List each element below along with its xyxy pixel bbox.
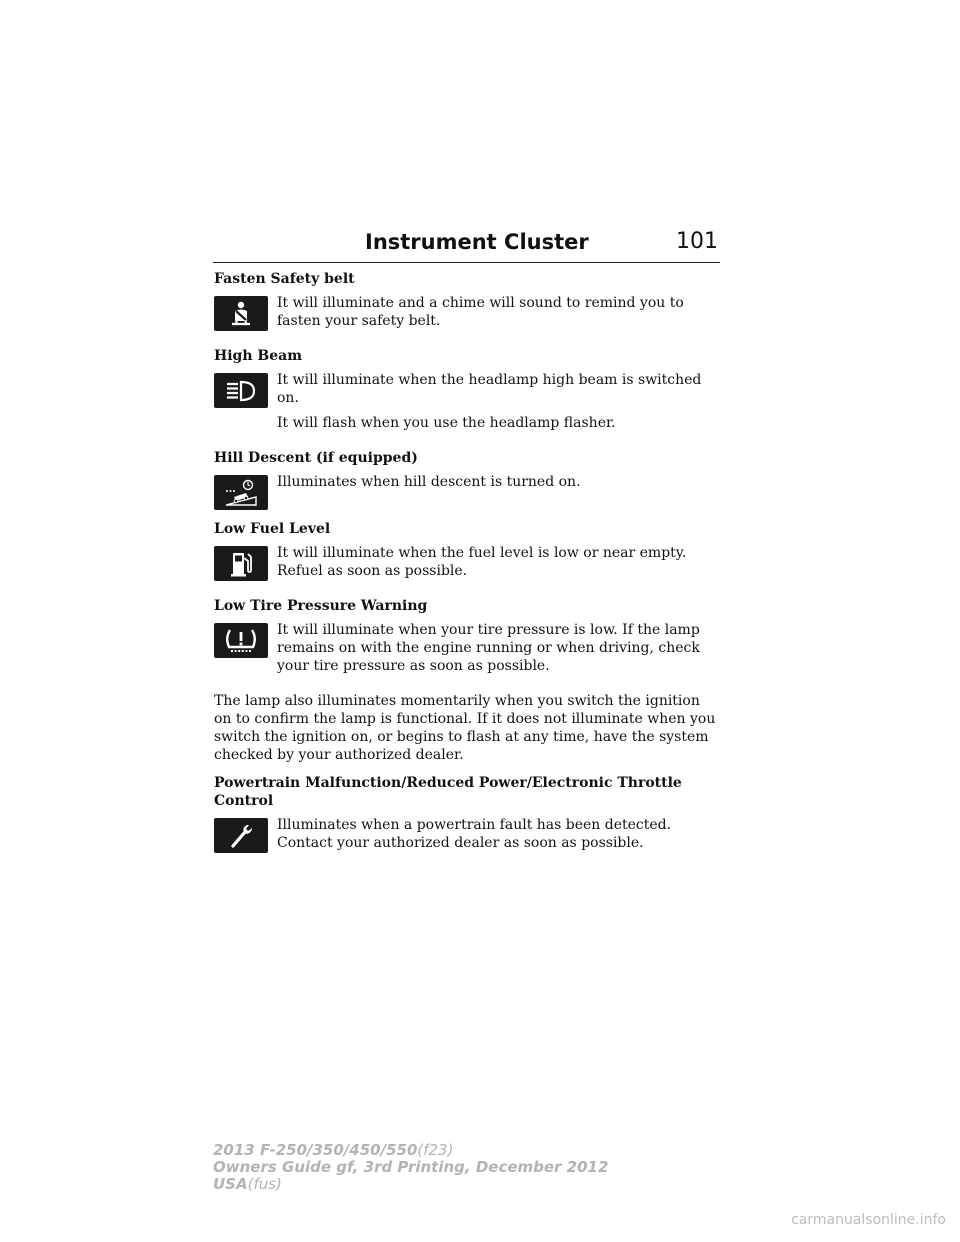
- entry-text: [277, 473, 581, 498]
- section-title: Hill Descent (if equipped): [214, 450, 418, 466]
- entry-paragraph: It will illuminate when the fuel level is low or near empty. Refuel as soon as possible.: [277, 545, 687, 579]
- footer-line: [213, 1142, 608, 1159]
- section-title: Powertrain Malfunction/Reduced Power/Electronic Throttle Control: [214, 775, 682, 809]
- entry-paragraph: It will flash when you use the headlamp flasher.: [277, 415, 616, 431]
- entry-paragraph: It will illuminate and a chime will sound to remind you to fasten your safety belt.: [277, 295, 684, 329]
- section-powertrain: [214, 774, 720, 859]
- warning-entry: [214, 544, 720, 587]
- wrench-icon: [214, 818, 268, 853]
- fuel-pump-icon: [214, 546, 268, 581]
- entry-paragraph: Illuminates when a powertrain fault has been detected. Contact your authorized dealer as soon as possible.: [277, 817, 672, 851]
- entry-text: [277, 371, 720, 439]
- section-low-fuel: [214, 520, 720, 587]
- footer-region-code: (fus): [247, 1175, 282, 1193]
- entry-paragraph: Illuminates when hill descent is turned on.: [277, 474, 581, 490]
- high-beam-icon: [214, 373, 268, 408]
- section-hill-descent: [214, 449, 720, 510]
- seatbelt-icon: [214, 296, 268, 331]
- footer-code: (f23): [417, 1141, 454, 1159]
- warning-entry: [214, 473, 720, 510]
- watermark-link[interactable]: carmanualsonline.info: [791, 1212, 946, 1228]
- entry-paragraph: It will illuminate when the headlamp high beam is switched on.: [277, 372, 702, 406]
- section-title: Low Tire Pressure Warning: [214, 598, 428, 614]
- manual-content: [214, 270, 720, 869]
- document-footer: [213, 1142, 608, 1193]
- tire-pressure-icon: [214, 623, 268, 658]
- entry-text: [277, 544, 720, 587]
- entry-paragraph: It will illuminate when your tire pressure is low. If the lamp remains on with the engine running or when driving, check your tire pressure as soon as possible.: [277, 622, 700, 674]
- entry-text: [277, 294, 720, 337]
- entry-text: [277, 621, 720, 682]
- section-title: Low Fuel Level: [214, 521, 331, 537]
- section-title: High Beam: [214, 348, 303, 364]
- warning-entry: [214, 294, 720, 337]
- warning-entry: [214, 621, 720, 682]
- entry-text: [277, 816, 720, 859]
- footer-model: 2013 F-250/350/450/550: [213, 1141, 418, 1159]
- warning-entry: [214, 816, 720, 859]
- section-tire-pressure: [214, 597, 720, 764]
- warning-entry: [214, 371, 720, 439]
- section-high-beam: [214, 347, 720, 439]
- hill-descent-icon: [214, 475, 268, 510]
- page-title: Instrument Cluster: [365, 230, 589, 254]
- page-number: 101: [676, 229, 718, 254]
- page-header: [213, 226, 720, 263]
- footer-line: [213, 1176, 608, 1193]
- section-seatbelt: [214, 270, 720, 337]
- footer-region: USA: [213, 1175, 248, 1193]
- section-title: Fasten Safety belt: [214, 271, 355, 287]
- footer-line: Owners Guide gf, 3rd Printing, December 2012: [213, 1158, 609, 1176]
- body-paragraph: The lamp also illuminates momentarily when you switch the ignition on to confirm the lamp is functional. If it does not illuminate when you switch the ignition on, or begins to flash at any time, have the system checked by your authorized dealer.: [214, 693, 716, 763]
